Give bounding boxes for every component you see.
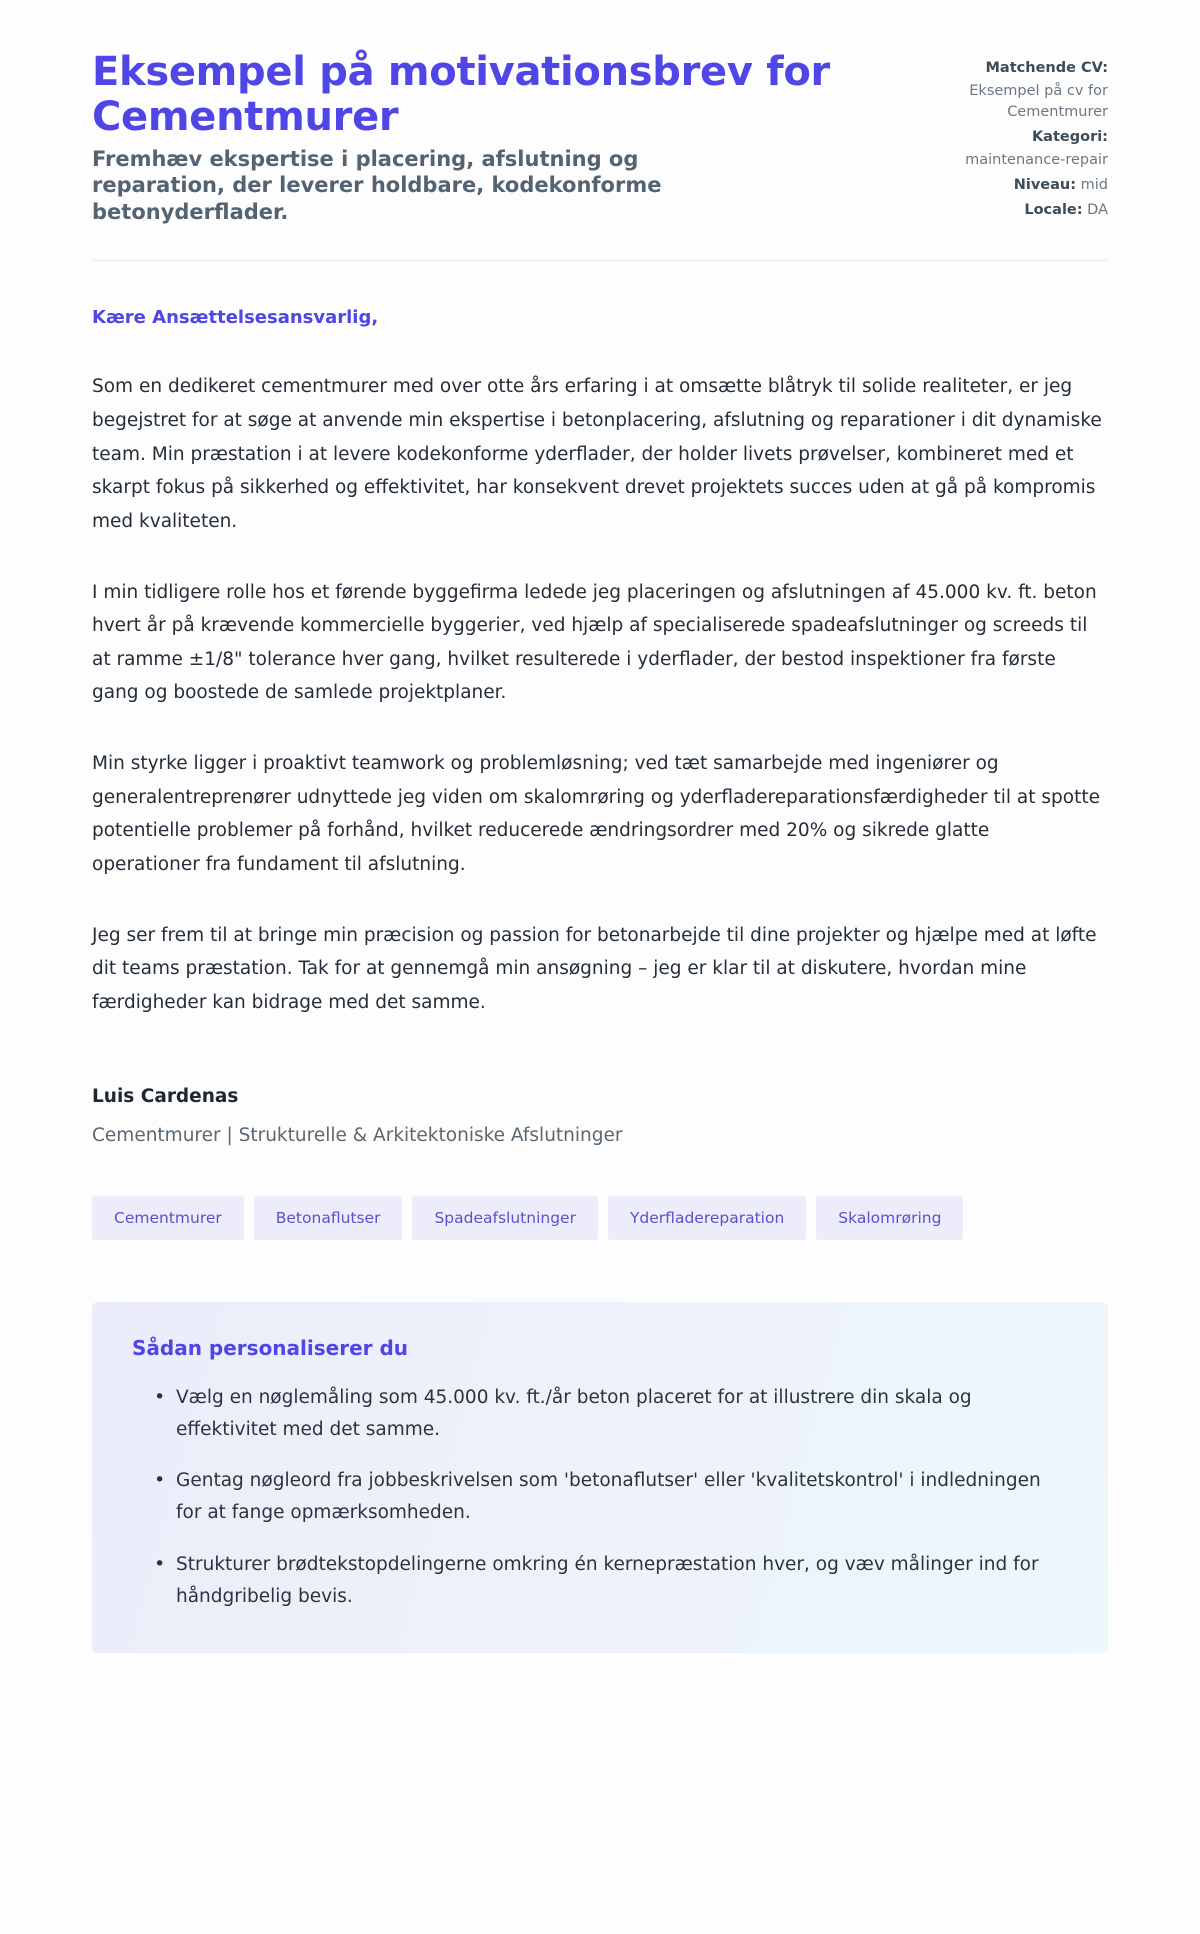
page-subtitle: Fremhæv ekspertise i placering, afslutning og reparation, der leverer holdbare, kodekonforme betonyderflader. [92, 146, 662, 225]
tag-list [92, 1196, 1108, 1240]
callout-tip-list [132, 1382, 1068, 1613]
callout-tip-item: • Strukturer brødtekstopdelingerne omkring én kernepræstation hver, og væv målinger ind for håndgribelig bevis. [154, 1549, 1054, 1613]
tag-chip[interactable]: Spadeafslutninger [412, 1196, 598, 1240]
meta-matching-cv-label: Matchende CV: [985, 60, 1108, 76]
meta-matching-cv [878, 58, 1108, 123]
cover-letter-body [92, 307, 1108, 1146]
meta-matching-cv-value: Eksempel på cv for Cementmurer [969, 83, 1108, 121]
letter-paragraph: I min tidligere rolle hos et førende byggefirma ledede jeg placeringen og afslutningen af 45.000 kv. ft. beton hvert år på krævende kommercielle byggerier, ved hjælp af specialiserede spadeafslutninger og screeds til at ramme ±1/8" tolerance hver gang, hvilket resulterede i yderflader, der bestod inspektioner fra første gang og boostede de samlede projektplaner. [92, 581, 1097, 704]
letter-signature [92, 1086, 1108, 1146]
meta-level-label: Niveau: [1013, 177, 1077, 194]
signature-name: Luis Cardenas [92, 1085, 239, 1107]
callout-tip-item: • Gentag nøgleord fra jobbeskrivelsen som 'betonaflutser' eller 'kvalitetskontrol' i indledningen for at fange opmærksomheden. [154, 1465, 1054, 1529]
meta-locale-value: DA [1087, 202, 1108, 219]
letter-paragraph: Min styrke ligger i proaktivt teamwork og problemløsning; ved tæt samarbejde med ingeniører og generalentreprenører udnyttede jeg viden om skalomrøring og yderfladereparationsfærdigheder til at spotte potentielle problemer på forhånd, hvilket reducerede ændringsordrer med 20% og sikrede glatte operationer fra fundament til afslutning. [92, 753, 1100, 876]
header-divider [92, 260, 1108, 261]
callout-tip-item: • Vælg en nøglemåling som 45.000 kv. ft./år beton placeret for at illustrere din skala og effektivitet med det samme. [154, 1382, 1054, 1446]
signature-role: Cementmurer | Strukturelle & Arkitektoniske Afslutninger [92, 1124, 623, 1146]
page-title: Eksempel på motivationsbrev for Cementmurer [92, 49, 830, 140]
meta-level-value: mid [1080, 177, 1108, 194]
tag-chip[interactable]: Betonaflutser [254, 1196, 403, 1240]
meta-category [878, 127, 1108, 171]
document-metadata [878, 50, 1108, 225]
meta-locale [878, 200, 1108, 221]
letter-salutation: Kære Ansættelsesansvarlig, [92, 307, 379, 329]
tag-chip[interactable]: Skalomrøring [816, 1196, 963, 1240]
meta-level [878, 175, 1108, 196]
personalization-callout [92, 1302, 1108, 1653]
tag-chip[interactable]: Yderfladereparation [608, 1196, 806, 1240]
letter-paragraph: Jeg ser frem til at bringe min præcision og passion for betonarbejde til dine projekter og hjælpe med at løfte dit teams præstation. Tak for at gennemgå min ansøgning – jeg er klar til at diskutere, hvordan mine færdigheder kan bidrage med det samme. [92, 924, 1097, 1014]
callout-title: Sådan personaliserer du [132, 1335, 409, 1360]
letter-paragraph: Som en dedikeret cementmurer med over otte års erfaring i at omsætte blåtryk til solide realiteter, er jeg begejstret for at søge at anvende min ekspertise i betonplacering, afslutning og reparationer i dit dynamiske team. Min præstation i at levere kodekonforme yderflader, der holder livets prøvelser, kombineret med et skarpt fokus på sikkerhed og effektivitet, har konsekvent drevet projektets succes uden at gå på kompromis med kvaliteten. [92, 376, 1102, 532]
tag-chip[interactable]: Cementmurer [92, 1196, 244, 1240]
meta-category-label: Kategori: [1031, 129, 1108, 146]
meta-locale-label: Locale: [1024, 202, 1083, 219]
page-header [92, 50, 1108, 260]
meta-category-value: maintenance-repair [965, 152, 1108, 169]
header-title-block [92, 50, 848, 226]
